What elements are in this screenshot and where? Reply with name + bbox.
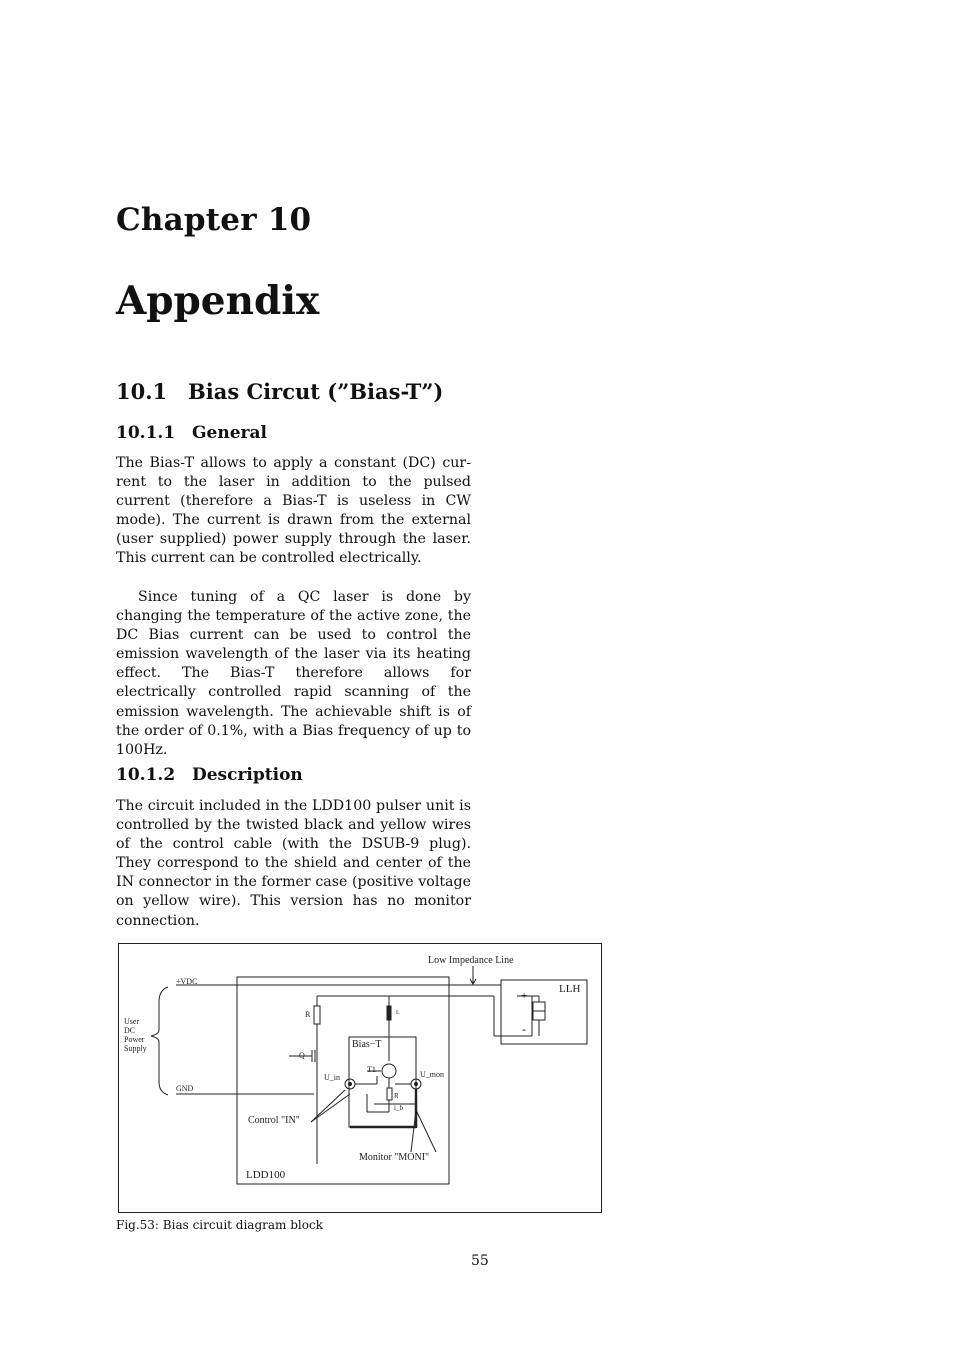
- label-gnd: GND: [176, 1084, 194, 1093]
- label-vdc: +VDC: [176, 977, 198, 986]
- inductor-l: [387, 1006, 391, 1020]
- subsection-heading-general: [116, 423, 267, 443]
- label-bias-t: Bias−T: [352, 1039, 382, 1050]
- label-llh: LLH: [559, 983, 581, 995]
- section-title: Bias Circut (”Bias-T”): [188, 379, 444, 404]
- label-t1: T1: [367, 1065, 376, 1074]
- label-monitor: Monitor "MONI": [359, 1152, 430, 1163]
- section-number: 10.1: [116, 379, 168, 404]
- label-control-in: Control "IN": [248, 1115, 300, 1126]
- figure-caption: Fig.53: Bias circuit diagram block: [116, 1218, 323, 1232]
- paragraph-description: The circuit included in the LDD100 pulser unit is controlled by the twisted black and yellow wires of the control cable (with the DSUB-9 plug). They correspond to the shield and center of the IN connector in the former case (positive voltage on yellow wire). This version has no monitor connection.: [116, 798, 471, 929]
- label-user-supply-4: Supply: [124, 1044, 147, 1053]
- label-l: L: [396, 1010, 400, 1016]
- circuit-diagram: [119, 944, 603, 1214]
- resistor-r-bottom: [387, 1088, 392, 1100]
- subsection-heading-description: [116, 765, 303, 785]
- chapter-label: Chapter 10: [116, 202, 312, 238]
- paragraph-general-2: Since tuning of a QC laser is done by changing the temperature of the active zone, the DC Bias current can be used to control the emission wavelength of the laser via its heating effect. The Bias-T therefore allows for electrically controlled rapid scanning of the emission wavelength. The achievable shift is of the order of 0.1%, with a Bias frequency of up to 100Hz.: [116, 589, 471, 758]
- transistor-t1: [382, 1064, 396, 1078]
- label-i-b: i_b: [394, 1104, 403, 1112]
- subsection-title: Description: [192, 765, 303, 785]
- label-user-supply-1: User: [124, 1017, 140, 1026]
- label-r-bottom: R: [394, 1092, 399, 1100]
- chapter-title: Appendix: [116, 278, 320, 324]
- paragraph-general-1: The Bias-T allows to apply a constant (DC) current to the laser in addition to the pulsed current (therefore a Bias-T is useless in CW mode). The current is drawn from the external (user supplied) power supply through the laser. This current can be controlled electrically.: [116, 455, 471, 567]
- resistor-r-top: [314, 1006, 320, 1024]
- bias-t-box: [349, 1037, 416, 1127]
- label-u-mon: U_mon: [420, 1070, 444, 1079]
- subsection-title: General: [192, 423, 267, 443]
- subsection-number: 10.1.2: [116, 765, 176, 785]
- label-user-supply-3: Power: [124, 1035, 145, 1044]
- subsection-number: 10.1.1: [116, 423, 176, 443]
- supply-brace: [151, 987, 168, 1095]
- label-ldd100: LDD100: [246, 1169, 286, 1181]
- label-plus: +: [521, 990, 528, 1002]
- section-heading: [116, 379, 443, 404]
- label-q: Q: [299, 1051, 305, 1060]
- label-u-in: U_in: [324, 1073, 340, 1082]
- label-r-top: R: [305, 1010, 311, 1019]
- page-number: 55: [471, 1253, 489, 1269]
- bias-circuit-figure: [118, 943, 602, 1213]
- label-user-supply-2: DC: [124, 1026, 136, 1035]
- label-low-impedance-line: Low Impedance Line: [428, 955, 514, 966]
- label-minus: -: [522, 1022, 526, 1036]
